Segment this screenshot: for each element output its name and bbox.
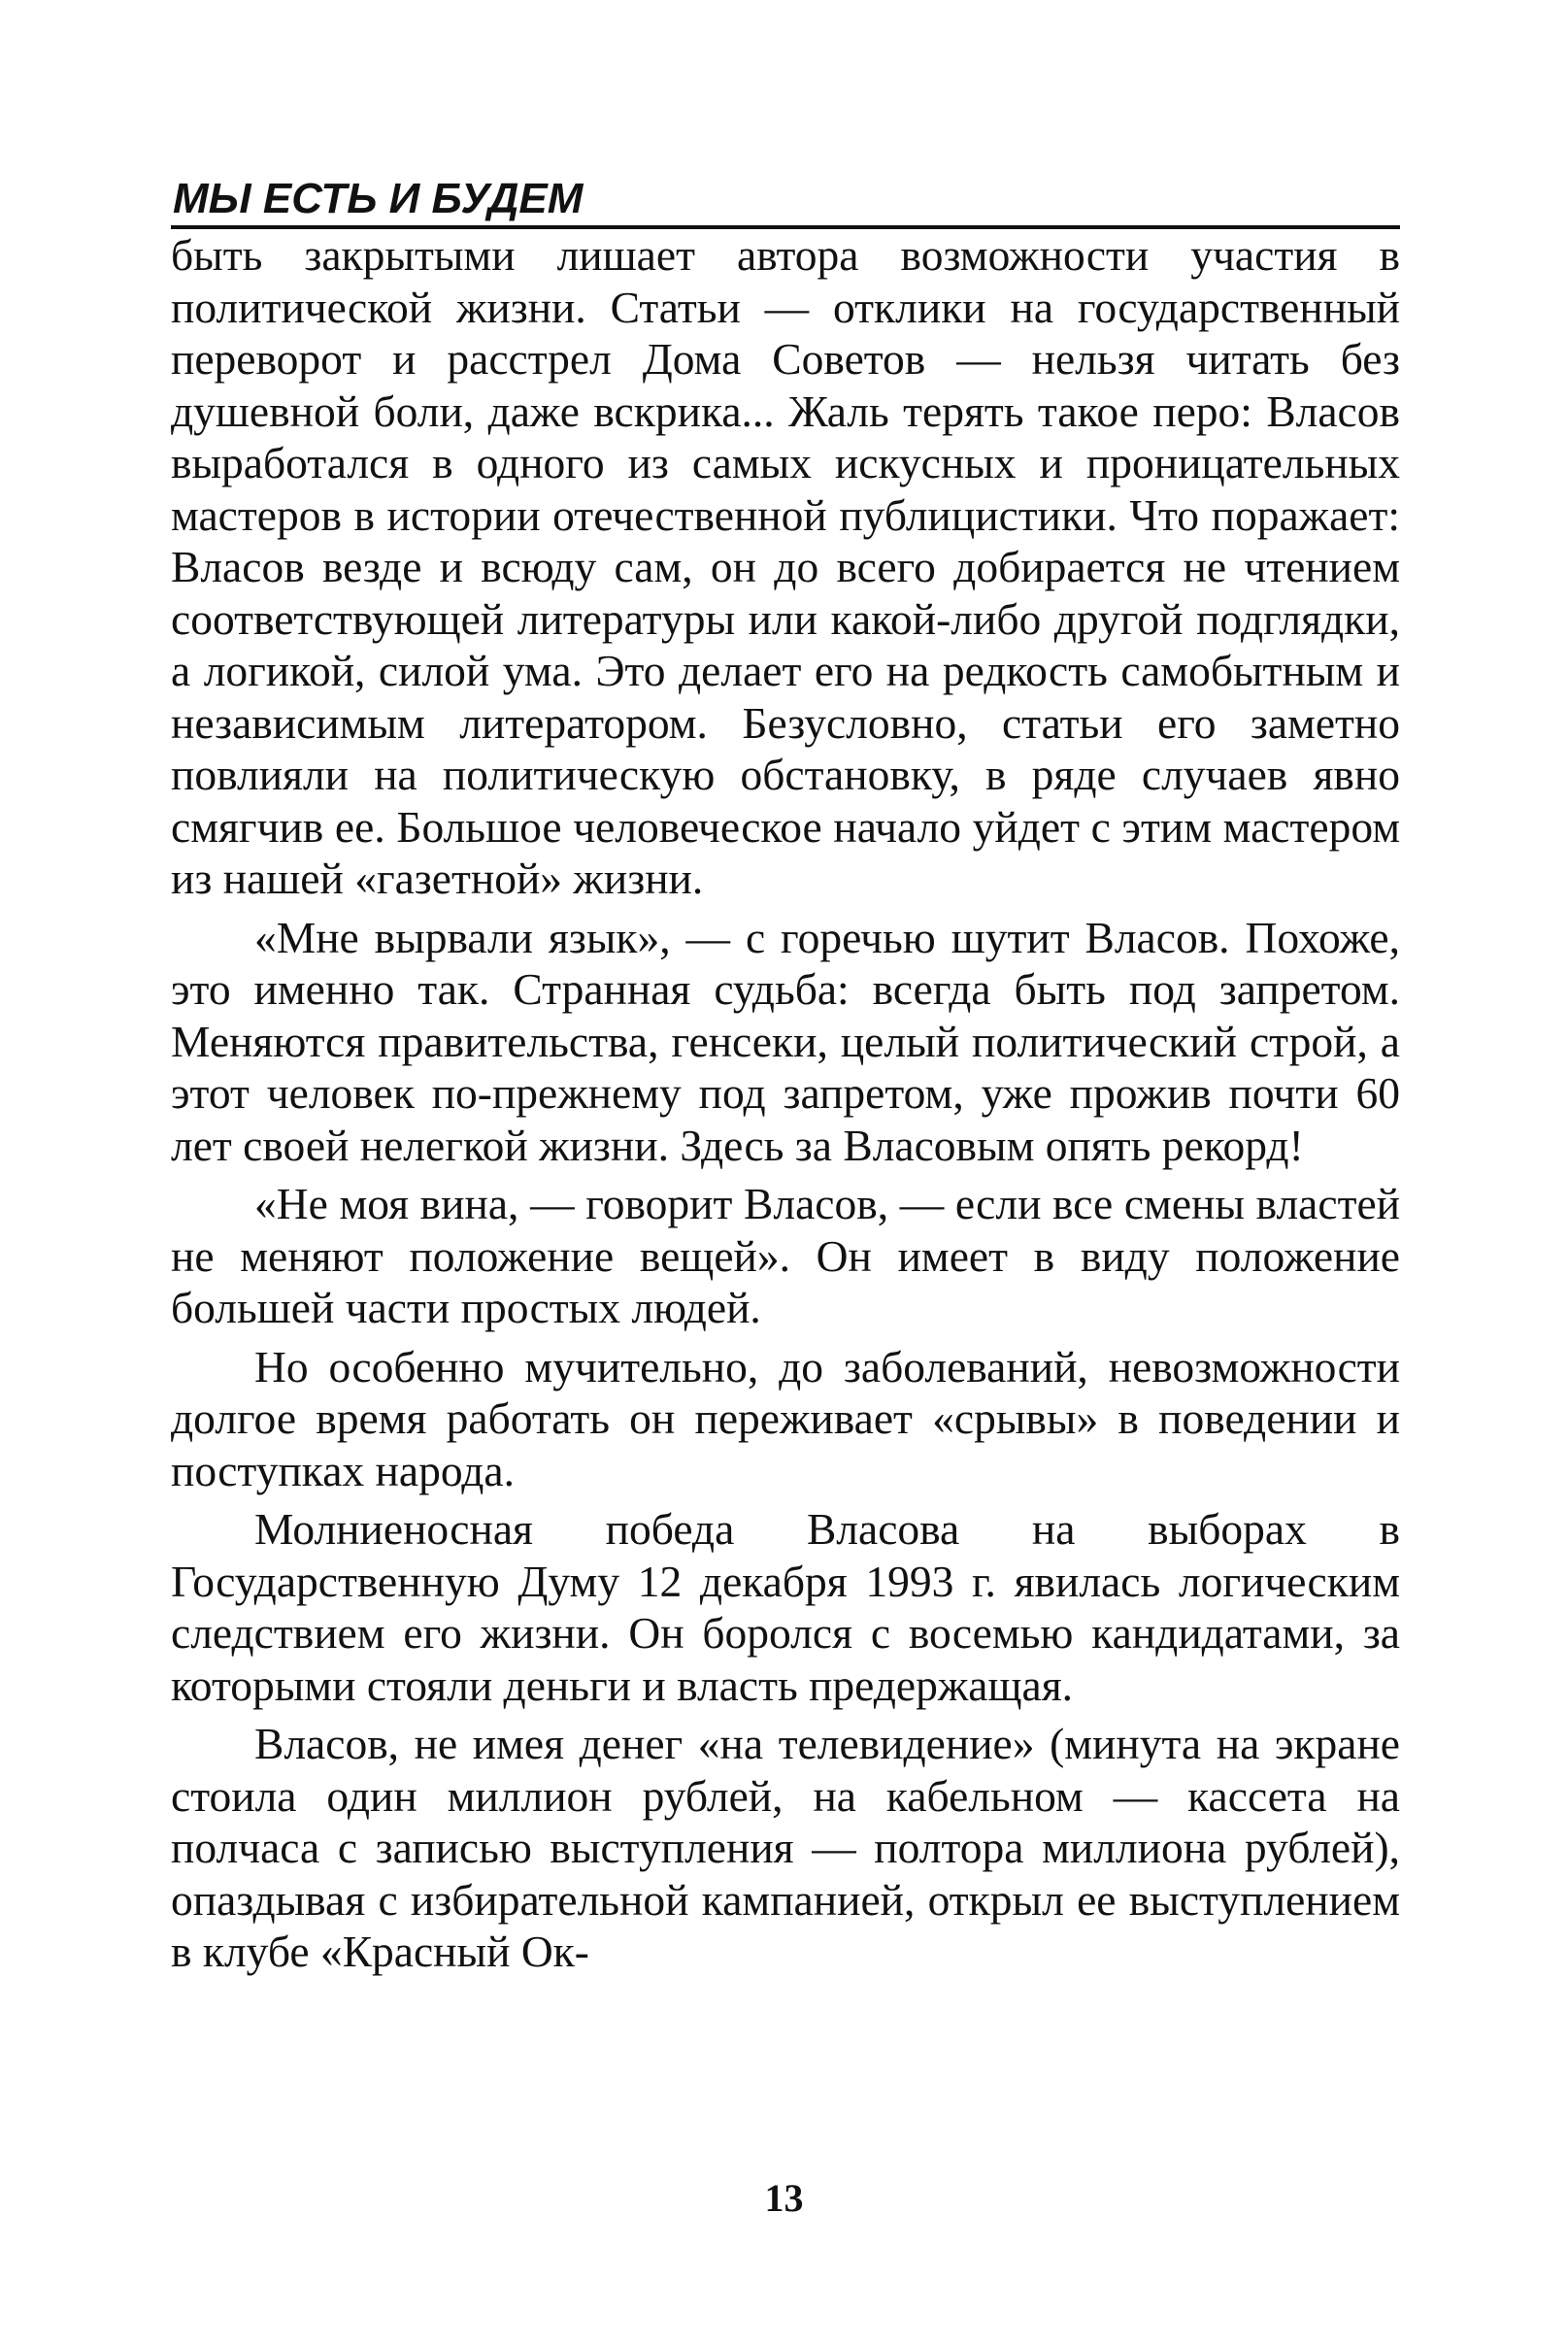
paragraph: «Не моя вина, — говорит Власов, — если все смены властей не меняют положение вещей». Он имеет в виду положение большей части простых людей. [171, 1179, 1400, 1332]
paragraph: «Мне вырвали язык», — с горечью шутит Власов. Похоже, это именно так. Странная судьба: всегда быть под запретом. Меняются правительства, генсеки, целый политический строй, а этот человек по-прежнему под запретом, уже прожив почти 60 лет своей нелегкой жизни. Здесь за Власовым опять рекорд! [171, 912, 1400, 1170]
paragraph: быть закрытыми лишает автора возможности участия в политической жизни. Статьи — отклики на государственный переворот и расстрел Дома Советов — нельзя читать без душевной боли, даже вскрика... Жаль терять такое перо: Власов выработался в одного из самых искусных и проницательных мастеров в истории отечественной публицистики. Что поражает: Власов везде и всюду сам, он до всего добирается не чтением соответствующей литературы или какой-либо другой подглядки, а логикой, силой ума. Это делает его на редкость самобытным и независимым литератором. Безусловно, статьи его заметно повлияли на политическую обстановку, в ряде случаев явно смягчив ее. Большое человеческое начало уйдет с этим мастером из нашей «газетной» жизни. [171, 230, 1400, 903]
paragraph: Но особенно мучительно, до заболеваний, невозможности долгое время работать он переживает «срывы» в поведении и поступках народа. [171, 1341, 1400, 1495]
body-text [171, 229, 1400, 1985]
page-number: 13 [764, 2176, 804, 2220]
paragraph: Молниеносная победа Власова на выборах в Государственную Думу 12 декабря 1993 г. явилась логическим следствием его жизни. Он боролся с восемью кандидатами, за которыми стояли деньги и власть предержащая. [171, 1504, 1400, 1710]
running-title: МЫ ЕСТЬ И БУДЕМ [173, 175, 584, 222]
paragraph: Власов, не имея денег «на телевидение» (минута на экране стоила один миллион рублей, на кабельном — кассета на полчаса с записью выступления — полтора миллиона рублей), опаздывая с избирательной кампанией, открыл ее выступлением в клубе «Красный Ок- [171, 1719, 1400, 1976]
running-header [171, 157, 1400, 229]
